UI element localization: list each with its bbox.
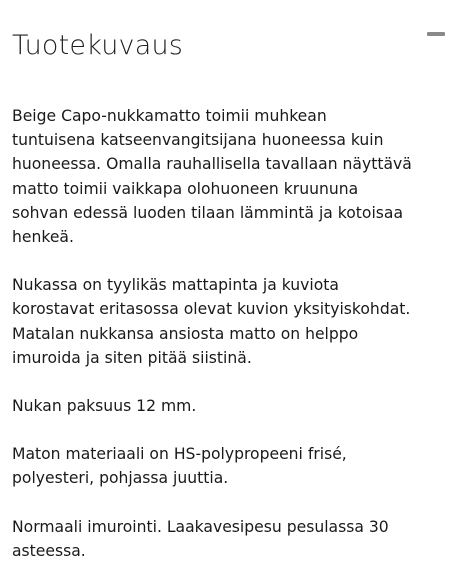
section-title: Tuotekuvaus [12,30,184,61]
material-text: Maton materiaali on HS-polypropeeni frisé, polyesteri, pohjassa juuttia. [12,445,347,488]
description-paragraph-2: Nukassa on tyylikäs mattapinta ja kuviota korostavat eritasossa olevat kuvion yksityiskohdat. Matalan nukkansa ansiosta matto on helppo imuroida ja siten pitää siistinä. [12,276,411,367]
collapse-toggle-button[interactable] [424,26,448,42]
description-content [12,104,458,587]
description-paragraph-1: Beige Capo-nukkamatto toimii muhkean tuntuisena katseenvangitsijana huoneessa kuin huoneessa. Omalla rauhallisella tavallaan näyttävä matto toimii vaikkapa olohuoneen kruununa sohvan edessä luoden tilaan lämmintä ja kotoisaa henkeä. [12,107,412,247]
care-instructions-text: Normaali imurointi. Laakavesipesu pesulassa 30 asteessa. [12,517,389,560]
pile-thickness-text: Nukan paksuus 12 mm. [12,397,197,416]
minus-icon [427,32,445,36]
